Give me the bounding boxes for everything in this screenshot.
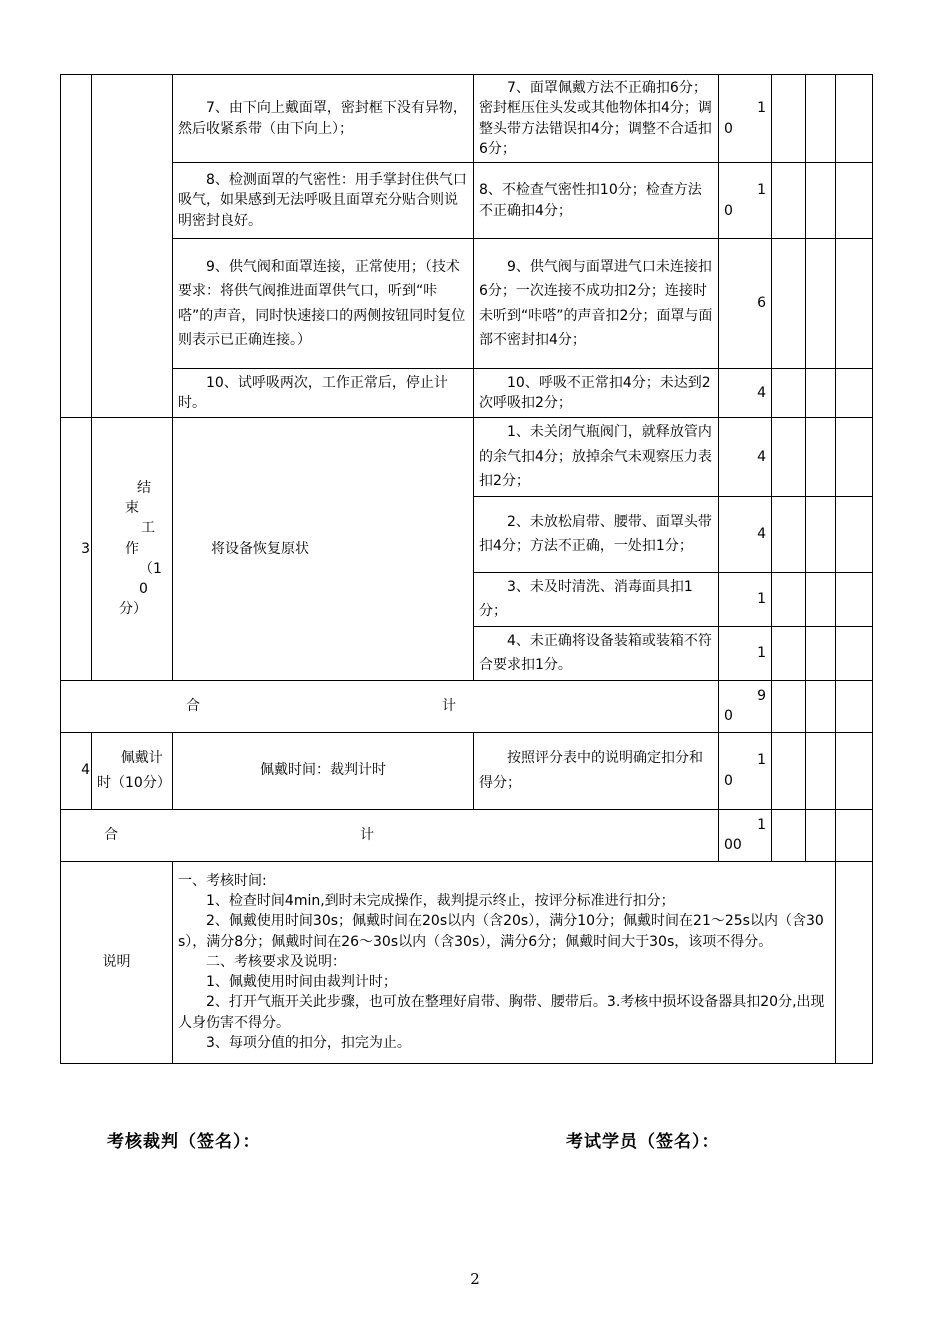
blank-cell [806,369,836,418]
blank-cell [806,75,836,163]
blank-cell [806,680,836,732]
blank-cell [836,732,873,809]
score-value: 1 0 [719,163,772,239]
blank-cell [772,163,806,239]
total-label: 合 计 [61,809,719,861]
score-value: 1 [719,626,772,680]
operation-content: 9、供气阀和面罩连接，正常使用；（技术要求：将供气阀推进面罩供气口，听到“咔嗒”的声音，同时快速接口的两侧按钮同时复位则表示已正确连接。） [173,239,474,369]
blank-cell [806,239,836,369]
blank-cell [772,572,806,626]
blank-cell [772,75,806,163]
score-value: 1 [719,572,772,626]
score-value: 1 0 [719,732,772,809]
blank-cell [836,496,873,572]
blank-cell [836,163,873,239]
table-row [61,732,873,809]
page-number: 2 [470,1270,480,1288]
blank-cell [836,369,873,418]
blank-cell [806,418,836,497]
scoring-criteria: 4、未正确将设备装箱或装箱不符合要求扣1分。 [474,626,719,680]
blank-cell [806,496,836,572]
notes-row [61,861,873,1063]
blank-cell [836,418,873,497]
scoring-table [60,74,873,1064]
subtotal-label: 合 计 [61,680,719,732]
section-number: 3 [61,418,92,681]
blank-cell [772,680,806,732]
judge-signature-label: 考核裁判（签名）： [107,1132,261,1152]
scoring-criteria: 2、未放松肩带、腰带、面罩头带扣4分；方法不正确，一处扣1分； [474,496,719,572]
scoring-criteria: 10、呼吸不正常扣4分；未达到2次呼吸扣2分； [474,369,719,418]
table-row [61,163,873,239]
operation-content: 7、由下向上戴面罩，密封框下没有异物，然后收紧系带（由下向上）； [173,75,474,163]
blank-cell [836,626,873,680]
blank-cell [772,369,806,418]
blank-cell [836,75,873,163]
blank-cell [772,496,806,572]
blank-cell [806,626,836,680]
scoring-criteria: 7、面罩佩戴方法不正确扣6分；密封框压住头发或其他物体扣4分；调整头带方法错误扣4分；调整不合适扣6分； [474,75,719,163]
student-signature-label: 考试学员（签名）： [566,1132,720,1152]
notes-content: 一、考核时间: 1、检查时间4min,到时未完成操作，裁判提示终止，按评分标准进行扣分； 2、佩戴使用时间30s；佩戴时间在20s以内（含20s），满分10分；佩戴时间在21～25s以内（含30s），满分8分；佩戴时间在26～30s以内（含30s），满分6分；佩戴时间大于30s，该项不得分。 二、考核要求及说明： 1、佩戴使用时间由裁判计时； 2、打开气瓶开关此步骤，也可放在整理好肩带、胸带、腰带后。3.考核中损坏设备器具扣20分,出现人身伤害不得分。 3、每项分值的扣分，扣完为止。 [173,861,836,1063]
blank-cell [806,572,836,626]
notes-label: 说明 [61,861,173,1063]
blank-cell [836,809,873,861]
blank-cell [772,809,806,861]
table-row [61,239,873,369]
total-row [61,809,873,861]
scoring-criteria: 9、供气阀与面罩进气口未连接扣6分；一次连接不成功扣2分；连接时未听到“咔嗒”的声音扣2分；面罩与面部不密封扣4分； [474,239,719,369]
blank-cell [806,809,836,861]
blank-cell [772,418,806,497]
scoring-criteria: 8、不检查气密性扣10分；检查方法不正确扣4分； [474,163,719,239]
table-row [61,369,873,418]
subtotal-score: 9 0 [719,680,772,732]
score-value: 6 [719,239,772,369]
score-value: 1 0 [719,75,772,163]
operation-content: 10、试呼吸两次，工作正常后，停止计时。 [173,369,474,418]
blank-cell [806,732,836,809]
scoring-criteria: 1、未关闭气瓶阀门，就释放管内的余气扣4分；放掉余气未观察压力表扣2分； [474,418,719,497]
section-content: 将设备恢复原状 [173,418,474,681]
section-number: 4 [61,732,92,809]
blank-cell [772,626,806,680]
step-number-cell [61,75,92,418]
subtotal-row [61,680,873,732]
blank-cell [836,572,873,626]
blank-cell [836,680,873,732]
table-row [61,418,873,497]
score-value: 4 [719,496,772,572]
blank-cell [772,239,806,369]
section-content: 佩戴时间：裁判计时 [173,732,474,809]
section-category: 结 束 工 作 （10 分） [92,418,173,681]
score-value: 4 [719,369,772,418]
blank-cell [806,163,836,239]
total-score: 1 00 [719,809,772,861]
table-row [61,75,873,163]
section-category: 佩戴计时（10分） [92,732,173,809]
score-value: 4 [719,418,772,497]
blank-cell [772,732,806,809]
blank-cell [836,239,873,369]
blank-cell [836,861,873,1063]
scoring-criteria: 按照评分表中的说明确定扣分和得分； [474,732,719,809]
category-cell [92,75,173,418]
scoring-criteria: 3、未及时清洗、消毒面具扣1分； [474,572,719,626]
operation-content: 8、检测面罩的气密性：用手掌封住供气口吸气，如果感到无法呼吸且面罩充分贴合则说明密封良好。 [173,163,474,239]
